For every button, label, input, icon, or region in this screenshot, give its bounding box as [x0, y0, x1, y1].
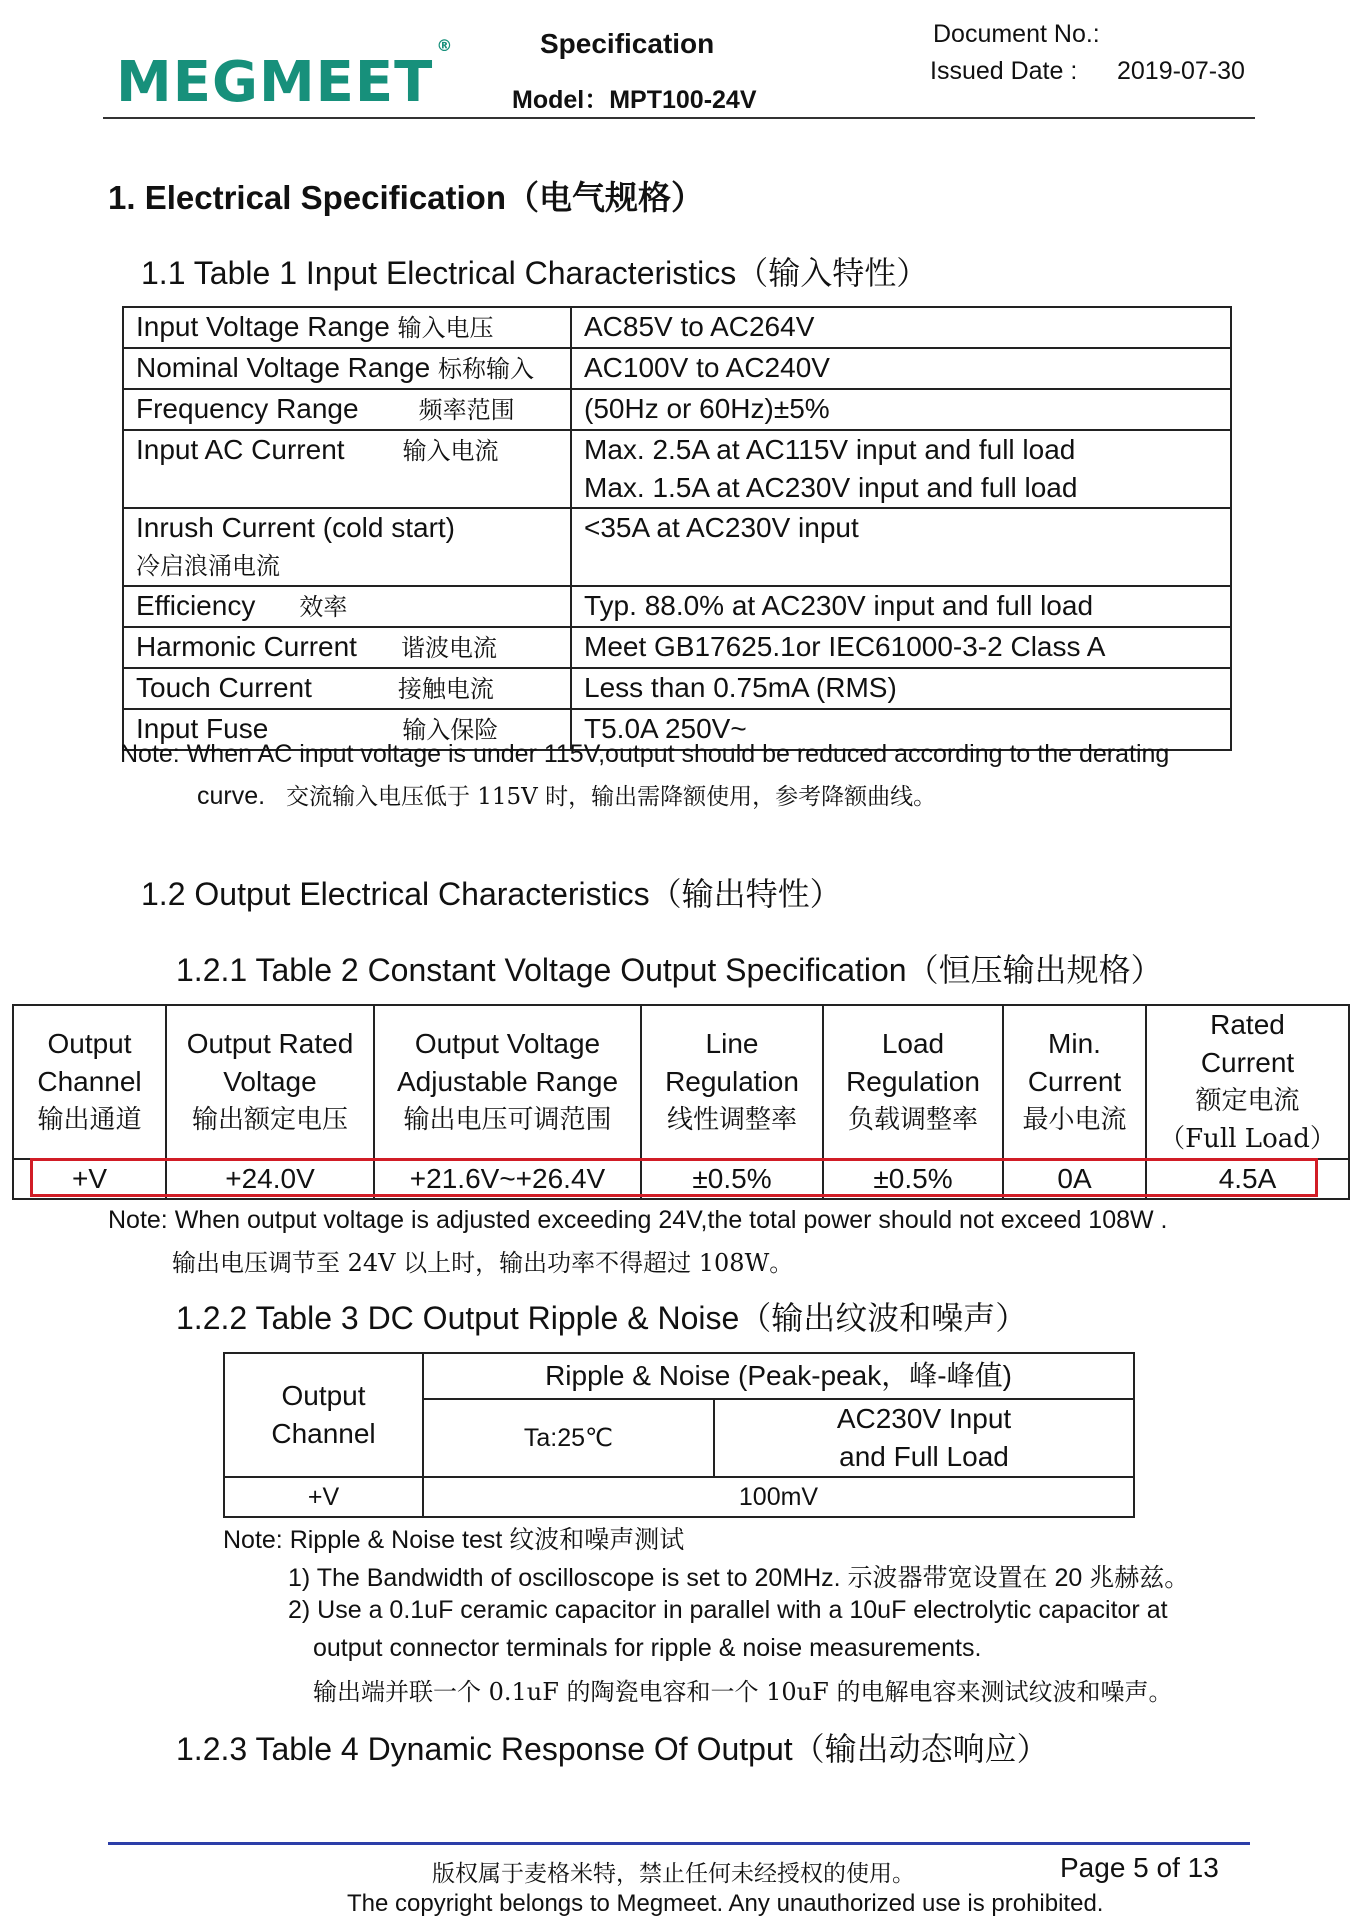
footer-copyright-zh: 版权属于麦格米特，禁止任何未经授权的使用。 [432, 1861, 915, 1887]
table4-heading: 1.2.3 Table 4 Dynamic Response Of Output（输出动态响应） [176, 1731, 1049, 1767]
ripple-noise-table [223, 1352, 1135, 1518]
table-header-row [224, 1353, 1134, 1399]
table2-note: Note: When output voltage is adjusted exceeding 24V,the total power should not exceed 108W . [108, 1206, 1168, 1234]
footer-divider [108, 1842, 1250, 1845]
table-cell-value: <35A at AC230V input [571, 508, 1231, 586]
table-cell-label: Touch Current 接触电流 [123, 668, 571, 709]
table3-note-item: 1) The Bandwidth of oscilloscope is set to 20MHz. 示波器带宽设置在 20 兆赫兹。 [288, 1564, 1190, 1592]
table-header-cell: AC230V Input and Full Load [714, 1399, 1134, 1477]
company-logo: MEGMEET® [116, 36, 454, 115]
table-header-cell: Load Regulation 负载调整率 [823, 1005, 1003, 1159]
document-title: Specification [540, 28, 715, 59]
output-heading: 1.2 Output Electrical Characteristics（输出特性） [141, 876, 842, 912]
table1-note-continued: curve. 交流输入电压低于 115V 时，输出需降额使用，参考降额曲线。 [197, 782, 937, 810]
model-number: Model：MPT100-24V [512, 86, 757, 114]
table-cell-label: Inrush Current (cold start) 冷启浪涌电流 [123, 508, 571, 586]
table-header-cell: Output Rated Voltage 输出额定电压 [166, 1005, 374, 1159]
table-cell-value: AC100V to AC240V [571, 348, 1231, 389]
table-cell: 100mV [423, 1477, 1134, 1517]
table-cell-label: Input AC Current 输入电流 [123, 430, 571, 508]
table3-heading: 1.2.2 Table 3 DC Output Ripple & Noise（输出纹波和噪声） [176, 1300, 1028, 1336]
table3-note-item: 输出端并联一个 0.1uF 的陶瓷电容和一个 10uF 的电解电容来测试纹波和噪声。 [313, 1678, 1173, 1706]
issued-date-label: Issued Date : [930, 57, 1078, 85]
table-cell-value: AC85V to AC264V [571, 307, 1231, 348]
table1-heading: 1.1 Table 1 Input Electrical Characteristics（输入特性） [141, 255, 929, 291]
input-characteristics-table [122, 306, 1232, 751]
section-heading: 1. Electrical Specification（电气规格） [108, 179, 704, 216]
table-cell-label: Efficiency 效率 [123, 586, 571, 627]
table3-note-item: 2) Use a 0.1uF ceramic capacitor in parallel with a 10uF electrolytic capacitor at [288, 1596, 1168, 1624]
table-cell-label: Nominal Voltage Range 标称输入 [123, 348, 571, 389]
table-cell: +V [13, 1159, 166, 1199]
table-cell: ±0.5% [823, 1159, 1003, 1199]
header-divider [103, 117, 1255, 119]
table-cell: +21.6V~+26.4V [374, 1159, 641, 1199]
table-row [123, 348, 1231, 389]
page-number: Page 5 of 13 [1060, 1852, 1219, 1883]
table-cell-value: Typ. 88.0% at AC230V input and full load [571, 586, 1231, 627]
table-header-cell: Output Channel [224, 1353, 423, 1477]
registered-mark: ® [436, 36, 454, 56]
table-header-cell: Line Regulation 线性调整率 [641, 1005, 823, 1159]
table-row [123, 389, 1231, 430]
table-row [123, 586, 1231, 627]
table-row [224, 1477, 1134, 1517]
table-cell-value: T5.0A 250V~ [571, 709, 1231, 750]
table-cell-value: Less than 0.75mA (RMS) [571, 668, 1231, 709]
table-cell-label: Input Voltage Range 输入电压 [123, 307, 571, 348]
table-header-cell: Min. Current 最小电流 [1003, 1005, 1146, 1159]
table1-note: Note: When AC input voltage is under 115V,output should be reduced according to the derating [120, 740, 1170, 768]
table-cell: +V [224, 1477, 423, 1517]
issued-date: 2019-07-30 [1117, 57, 1245, 85]
table-cell-value: Max. 2.5A at AC115V input and full load Max. 1.5A at AC230V input and full load [571, 430, 1231, 508]
table-header-cell: Ta:25℃ [423, 1399, 714, 1477]
table-cell-label: Harmonic Current 谐波电流 [123, 627, 571, 668]
table-row [123, 627, 1231, 668]
table-cell: ±0.5% [641, 1159, 823, 1199]
table-cell: 0A [1003, 1159, 1146, 1199]
table-cell: +24.0V [166, 1159, 374, 1199]
table-header-row [13, 1005, 1349, 1159]
table-cell-value: Meet GB17625.1or IEC61000-3-2 Class A [571, 627, 1231, 668]
footer-copyright-en: The copyright belongs to Megmeet. Any unauthorized use is prohibited. [347, 1890, 1104, 1917]
table-cell: 4.5A [1146, 1159, 1349, 1199]
table-cell-value: (50Hz or 60Hz)±5% [571, 389, 1231, 430]
table-header-cell: Output Channel 输出通道 [13, 1005, 166, 1159]
table-row [123, 668, 1231, 709]
table-cell-label: Frequency Range 频率范围 [123, 389, 571, 430]
table-header-cell: Output Voltage Adjustable Range 输出电压可调范围 [374, 1005, 641, 1159]
table2-note-zh: 输出电压调节至 24V 以上时，输出功率不得超过 108W。 [172, 1249, 794, 1277]
highlight-box [30, 1158, 1318, 1197]
table-row [123, 430, 1231, 508]
table2-heading: 1.2.1 Table 2 Constant Voltage Output Specification（恒压输出规格） [176, 952, 1163, 988]
table-header-cell: Rated Current 额定电流 （Full Load） [1146, 1005, 1349, 1159]
table-row [123, 508, 1231, 586]
table3-note-title: Note: Ripple & Noise test 纹波和噪声测试 [223, 1526, 685, 1554]
table3-note-item: output connector terminals for ripple & noise measurements. [313, 1634, 982, 1662]
document-number-label: Document No.: [933, 20, 1100, 48]
table-cell-label: Input Fuse 输入保险 [123, 709, 571, 750]
table-header-cell: Ripple & Noise (Peak-peak，峰-峰值) [423, 1353, 1134, 1399]
table-row [123, 307, 1231, 348]
